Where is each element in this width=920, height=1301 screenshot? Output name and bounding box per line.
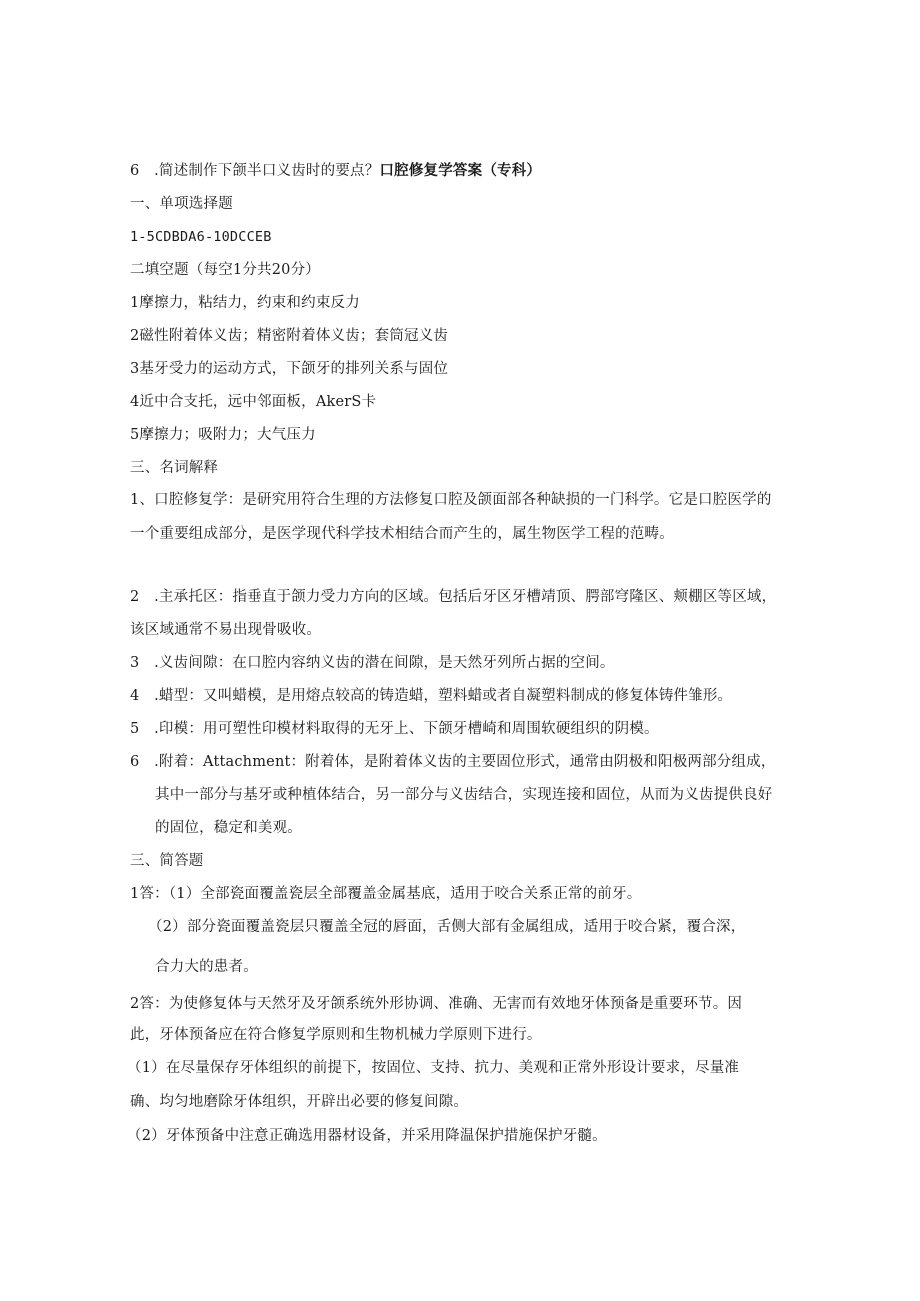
term-6-line2: 其中一部分与基牙或种植体结合，另一部分与义齿结合，实现连接和固位，从而为义齿提供良好 bbox=[155, 787, 773, 803]
answer-1-line3: 合力大的患者。 bbox=[155, 959, 258, 975]
answer-1-line1: 1答：（1）全部瓷面覆盖瓷层全部覆盖金属基底，适用于咬合关系正常的前牙。 bbox=[130, 886, 642, 902]
term-3: 3 .义齿间隙：在口腔内容纳义齿的潜在间隙，是天然牙列所占据的空间。 bbox=[130, 655, 615, 671]
answer-2-line4: 确、均匀地磨除牙体组织，开辟出必要的修复间隙。 bbox=[130, 1094, 469, 1110]
title-line bbox=[130, 161, 810, 181]
question-prefix: 6 .简述制作下颌半口义齿时的要点？ bbox=[130, 163, 380, 179]
section1-heading: 一、单项选择题 bbox=[130, 196, 233, 212]
fill-answer-4: 4近中合支托，远中邻面板，AkerS卡 bbox=[130, 394, 377, 410]
term-1-line1: 1、口腔修复学：是研究用符合生理的方法修复口腔及颌面部各种缺损的一门科学。它是口腔医学的 bbox=[130, 492, 772, 508]
answer-2-line1: 2答：为使修复体与天然牙及牙颌系统外形协调、准确、无害而有效地牙体预备是重要环节。因 bbox=[130, 996, 743, 1012]
fill-answer-1: 1摩擦力，粘结力，约束和约束反力 bbox=[130, 295, 360, 311]
section1-answer: 1-5CDBDA6-10DCCEB bbox=[130, 229, 272, 245]
section4-heading: 三、简答题 bbox=[130, 853, 204, 869]
answer-2-line5: （2）牙体预备中注意正确选用器材设备，并采用降温保护措施保护牙髓。 bbox=[127, 1128, 607, 1144]
term-2-line2: 该区域通常不易出现骨吸收。 bbox=[130, 622, 322, 638]
term-6-line3: 的固位，稳定和美观。 bbox=[155, 820, 302, 836]
term-5: 5 .印模：用可塑性印模材料取得的无牙上、下颌牙槽崎和周围软硬组织的阴模。 bbox=[130, 721, 659, 737]
term-1-line2: 一个重要组成部分，是医学现代科学技术相结合而产生的，属生物医学工程的范畴。 bbox=[130, 526, 674, 542]
term-4: 4 .蜡型：又叫蜡模，是用熔点较高的铸造蜡，塑料蜡或者自凝塑料制成的修复体铸件雏形。 bbox=[130, 688, 733, 704]
answer-2-line3: （1）在尽量保存牙体组织的前提下，按固位、支持、抗力、美观和正常外形设计要求，尽量准 bbox=[127, 1060, 740, 1076]
section2-heading: 二填空题（每空1分共20分） bbox=[130, 262, 320, 278]
term-2-line1: 2 .主承托区：指垂直于颌力受力方向的区域。包括后牙区牙槽靖顶、腭部穹隆区、颊棚区等区域， bbox=[130, 589, 777, 605]
term-6-line1: 6 .附着：Attachment：附着体，是附着体义齿的主要固位形式，通常由阴极和阳极两部分组成， bbox=[130, 754, 776, 770]
answer-1-line2: （2）部分瓷面覆盖瓷层只覆盖全冠的唇面，舌侧大部有金属组成，适用于咬合紧，覆合深， bbox=[148, 919, 746, 935]
fill-answer-2: 2磁性附着体义齿；精密附着体义齿；套筒冠义齿 bbox=[130, 328, 449, 344]
fill-answer-3: 3基牙受力的运动方式，下颌牙的排列关系与固位 bbox=[130, 361, 449, 377]
document-title: 口腔修复学答案（专科） bbox=[379, 162, 542, 179]
answer-2-line2: 此，牙体预备应在符合修复学原则和生物机械力学原则下进行。 bbox=[130, 1027, 542, 1043]
section3-heading: 三、名词解释 bbox=[130, 460, 219, 476]
fill-answer-5: 5摩擦力；吸附力；大气压力 bbox=[130, 427, 316, 443]
